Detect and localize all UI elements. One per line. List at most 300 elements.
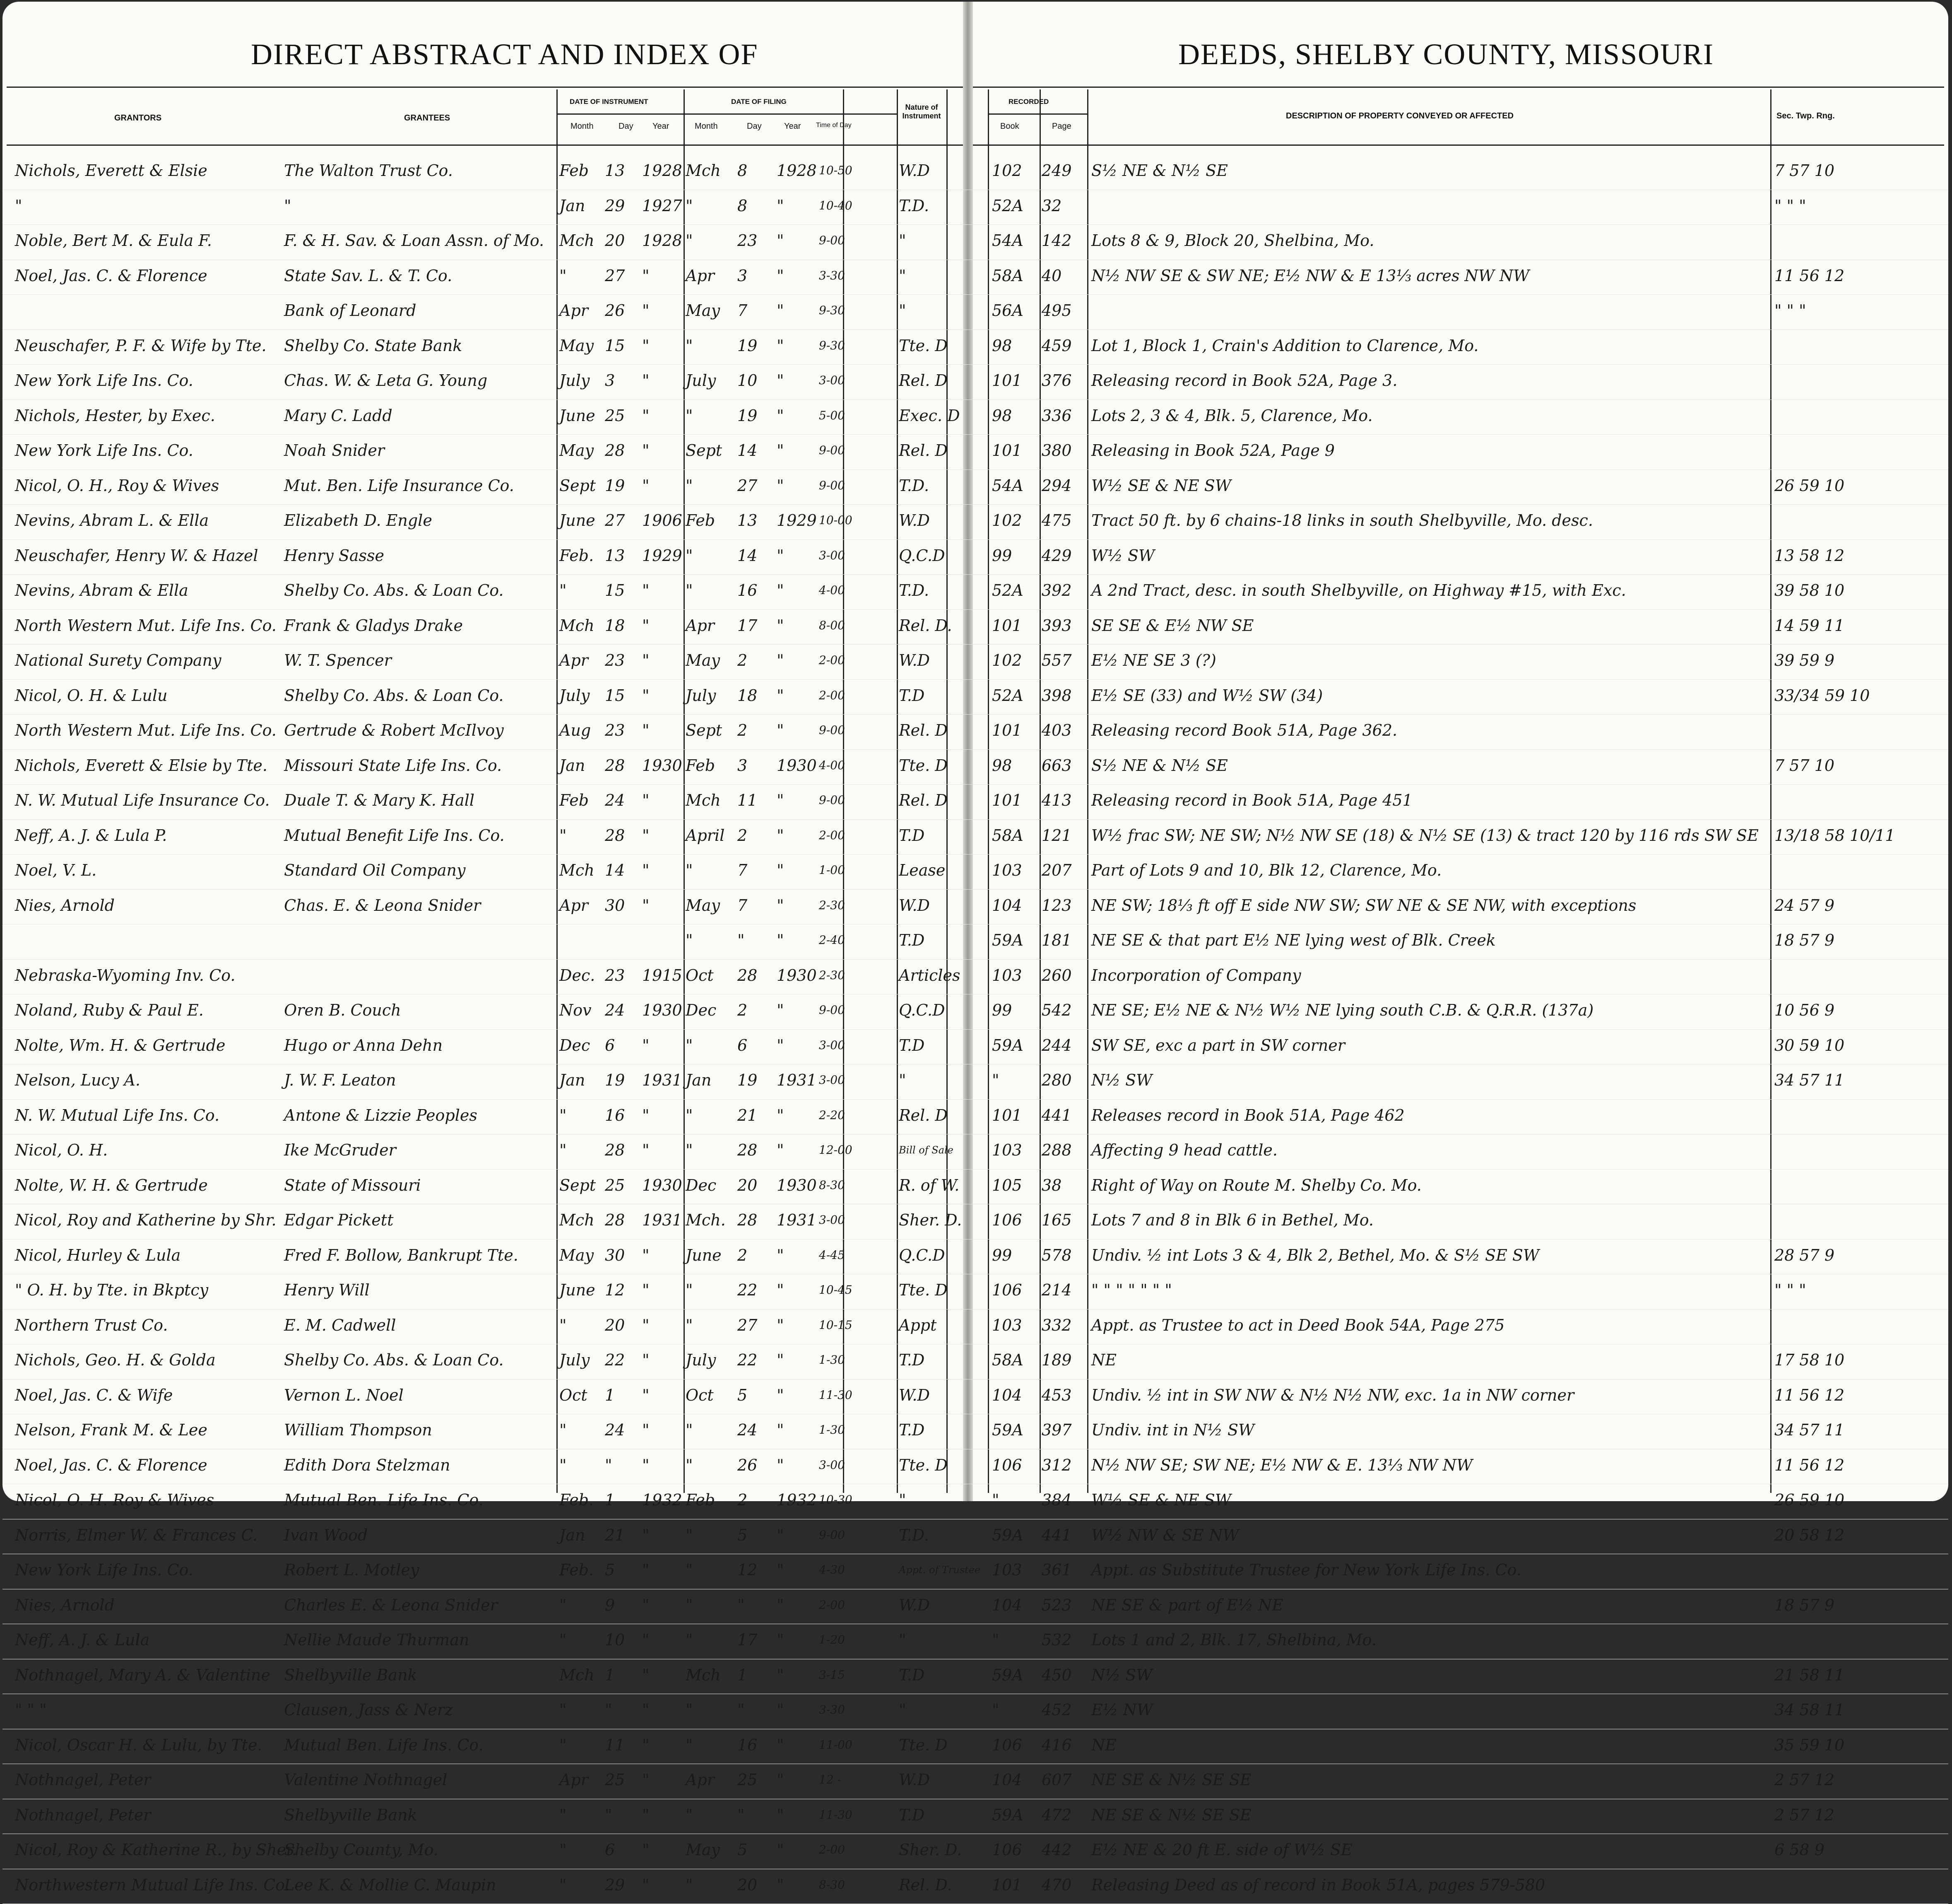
- grantee-cell: Chas. E. & Leona Snider: [284, 893, 555, 918]
- fil-month-cell: May: [686, 893, 735, 918]
- nature-cell: T.D.: [899, 1523, 946, 1548]
- table-row: [2, 155, 1948, 190]
- nature-cell: Sher. D.: [899, 1837, 946, 1862]
- page-cell: 336: [1042, 403, 1086, 428]
- inst-day-cell: 28: [605, 1208, 642, 1232]
- grantee-cell: Clausen, Jass & Nerz: [284, 1697, 555, 1722]
- time-cell: 8-00: [819, 613, 842, 638]
- fil-month-cell: Dec: [686, 1173, 735, 1198]
- fil-month-cell: ": [686, 473, 735, 498]
- page-cell: 542: [1042, 998, 1086, 1023]
- inst-year-cell: ": [642, 1033, 684, 1058]
- time-cell: 4-00: [819, 578, 842, 603]
- inst-day-cell: 23: [605, 648, 642, 673]
- description-cell: Right of Way on Route M. Shelby Co. Mo.: [1091, 1173, 1768, 1198]
- description-cell: W½ frac SW; NE SW; N½ NW SE (18) & N½ SE (13) & tract 120 by 116 rds SW SE: [1091, 823, 1768, 848]
- time-cell: 10-50: [819, 158, 842, 183]
- fil-day-cell: 22: [737, 1348, 777, 1372]
- time-cell: 9-00: [819, 788, 842, 813]
- inst-day-cell: 9: [605, 1593, 642, 1618]
- time-cell: 9-30: [819, 333, 842, 358]
- inst-day-cell: 10: [605, 1627, 642, 1652]
- description-cell: W½ SE & NE SW: [1091, 473, 1768, 498]
- grantor-cell: National Surety Company: [15, 648, 280, 673]
- fil-month-cell: ": [686, 858, 735, 883]
- book-cell: 59A: [992, 928, 1038, 953]
- page-cell: 376: [1042, 368, 1086, 393]
- time-cell: 3-00: [819, 1033, 842, 1058]
- inst-year-cell: ": [642, 1453, 684, 1478]
- sec-twp-rng-cell: 18 57 9: [1774, 1593, 1944, 1618]
- fil-day-cell: 17: [737, 613, 777, 638]
- page-cell: 472: [1042, 1803, 1086, 1827]
- inst-month-cell: Apr: [559, 1767, 603, 1792]
- fil-month-cell: Apr: [686, 613, 735, 638]
- table-row: [2, 505, 1948, 540]
- fil-day-cell: 14: [737, 543, 777, 568]
- grantee-cell: Standard Oil Company: [284, 858, 555, 883]
- table-row: [2, 1484, 1948, 1519]
- fil-year-cell: ": [777, 683, 818, 708]
- page-cell: 398: [1042, 683, 1086, 708]
- book-cell: 54A: [992, 228, 1038, 253]
- inst-year-cell: 1928: [642, 158, 684, 183]
- inst-year-cell: ": [642, 613, 684, 638]
- grantee-cell: W. T. Spencer: [284, 648, 555, 673]
- fil-day-cell: ": [737, 1593, 777, 1618]
- inst-month-cell: ": [559, 578, 603, 603]
- sec-twp-rng-cell: 34 57 11: [1774, 1418, 1944, 1442]
- inst-day-cell: 18: [605, 613, 642, 638]
- nature-cell: Bill of Sale: [899, 1138, 946, 1163]
- sec-twp-rng-cell: 21 58 11: [1774, 1663, 1944, 1687]
- inst-year-cell: ": [642, 1697, 684, 1722]
- fil-year-cell: ": [777, 1803, 818, 1827]
- inst-day-cell: 23: [605, 963, 642, 988]
- page-cell: 260: [1042, 963, 1086, 988]
- fil-month-cell: ": [686, 1138, 735, 1163]
- nature-cell: Appt: [899, 1313, 946, 1338]
- inst-month-cell: Aug: [559, 718, 603, 743]
- fil-month-cell: Feb: [686, 1488, 735, 1512]
- inst-day-header: Day: [619, 122, 633, 131]
- fil-day-cell: 2: [737, 823, 777, 848]
- book-cell: 106: [992, 1733, 1038, 1757]
- fil-day-cell: 17: [737, 1627, 777, 1652]
- inst-year-cell: ": [642, 1103, 684, 1128]
- nature-cell: ": [899, 1697, 946, 1722]
- table-row: [2, 435, 1948, 470]
- nature-cell: T.D: [899, 683, 946, 708]
- time-cell: 9-00: [819, 438, 842, 463]
- inst-month-cell: Mch: [559, 858, 603, 883]
- fil-month-cell: May: [686, 298, 735, 323]
- description-cell: W½ SE & NE SW: [1091, 1488, 1768, 1512]
- sec-twp-rng-cell: 26 59 10: [1774, 1488, 1944, 1512]
- nature-cell: Appt. of Trustee: [899, 1557, 946, 1582]
- grantee-cell: Ike McGruder: [284, 1138, 555, 1163]
- fil-year-cell: ": [777, 1103, 818, 1128]
- page-cell: 523: [1042, 1593, 1086, 1618]
- description-cell: Undiv. ½ int Lots 3 & 4, Blk 2, Bethel, Mo. & S½ SE SW: [1091, 1243, 1768, 1268]
- time-cell: 1-30: [819, 1348, 842, 1372]
- inst-year-cell: ": [642, 1803, 684, 1827]
- fil-month-cell: ": [686, 1627, 735, 1652]
- grantor-cell: ": [15, 193, 280, 218]
- inst-month-cell: Mch: [559, 228, 603, 253]
- description-cell: Tract 50 ft. by 6 chains-18 links in south Shelbyville, Mo. desc.: [1091, 508, 1768, 533]
- page-cell: 429: [1042, 543, 1086, 568]
- grantor-cell: Northern Trust Co.: [15, 1313, 280, 1338]
- description-cell: E½ NE SE 3 (?): [1091, 648, 1768, 673]
- grantor-cell: Nicol, Oscar H. & Lulu, by Tte.: [15, 1733, 280, 1757]
- inst-year-cell: ": [642, 648, 684, 673]
- nature-cell: Rel. D.: [899, 1873, 946, 1897]
- fil-day-cell: 13: [737, 508, 777, 533]
- nature-cell: ": [899, 1488, 946, 1512]
- table-row: [2, 1659, 1948, 1695]
- fil-month-cell: ": [686, 1733, 735, 1757]
- description-cell: Part of Lots 9 and 10, Blk 12, Clarence, Mo.: [1091, 858, 1768, 883]
- nature-cell: T.D: [899, 1663, 946, 1687]
- inst-month-cell: Jan: [559, 1523, 603, 1548]
- nature-cell: ": [899, 228, 946, 253]
- fil-day-cell: 8: [737, 158, 777, 183]
- nature-cell: T.D: [899, 928, 946, 953]
- fil-day-cell: 2: [737, 1488, 777, 1512]
- inst-month-cell: July: [559, 683, 603, 708]
- inst-month-cell: Jan: [559, 193, 603, 218]
- sec-twp-rng-cell: 20 58 12: [1774, 1523, 1944, 1548]
- page-cell: 312: [1042, 1453, 1086, 1478]
- fil-year-cell: ": [777, 298, 818, 323]
- inst-day-cell: 24: [605, 1418, 642, 1442]
- time-of-day-header: Time of Day: [816, 122, 852, 129]
- description-cell: SE SE & E½ NW SE: [1091, 613, 1768, 638]
- inst-month-cell: ": [559, 1103, 603, 1128]
- grantor-cell: Nies, Arnold: [15, 1593, 280, 1618]
- table-row: [2, 1694, 1948, 1729]
- grantee-cell: Henry Will: [284, 1278, 555, 1302]
- description-cell: Lots 2, 3 & 4, Blk. 5, Clarence, Mo.: [1091, 403, 1768, 428]
- page-cell: 207: [1042, 858, 1086, 883]
- inst-year-cell: ": [642, 1593, 684, 1618]
- fil-day-cell: 19: [737, 403, 777, 428]
- description-cell: NE SW; 18⅓ ft off E side NW SW; SW NE & SE NW, with exceptions: [1091, 893, 1768, 918]
- inst-day-cell: 25: [605, 1173, 642, 1198]
- sec-twp-rng-cell: 7 57 10: [1774, 753, 1944, 778]
- inst-month-cell: Feb.: [559, 1557, 603, 1582]
- inst-month-cell: ": [559, 1453, 603, 1478]
- fil-day-cell: 23: [737, 228, 777, 253]
- time-cell: 3-00: [819, 1068, 842, 1093]
- fil-year-cell: ": [777, 1873, 818, 1897]
- fil-month-cell: Sept: [686, 438, 735, 463]
- inst-month-cell: Mch: [559, 1663, 603, 1687]
- inst-month-cell: Feb: [559, 158, 603, 183]
- inst-day-cell: 11: [605, 1733, 642, 1757]
- book-cell: ": [992, 1627, 1038, 1652]
- fil-month-cell: Mch.: [686, 1208, 735, 1232]
- table-row: [2, 855, 1948, 890]
- fil-year-cell: 1930: [777, 1173, 818, 1198]
- nature-cell: T.D: [899, 1418, 946, 1442]
- book-cell: 103: [992, 858, 1038, 883]
- fil-year-cell: ": [777, 1278, 818, 1302]
- page-cell: 607: [1042, 1767, 1086, 1792]
- nature-cell: W.D: [899, 1593, 946, 1618]
- inst-year-cell: ": [642, 1418, 684, 1442]
- time-cell: 3-00: [819, 543, 842, 568]
- description-cell: Undiv. ½ int in SW NW & N½ N½ NW, exc. 1a in NW corner: [1091, 1383, 1768, 1408]
- grantee-cell: F. & H. Sav. & Loan Assn. of Mo.: [284, 228, 555, 253]
- fil-day-cell: 28: [737, 1138, 777, 1163]
- grantor-cell: Nothnagel, Mary A. & Valentine: [15, 1663, 280, 1687]
- inst-day-cell: 19: [605, 473, 642, 498]
- grantee-cell: Robert L. Motley: [284, 1557, 555, 1582]
- sec-twp-rng-cell: 28 57 9: [1774, 1243, 1944, 1268]
- inst-month-cell: ": [559, 1697, 603, 1722]
- book-cell: 106: [992, 1278, 1038, 1302]
- inst-day-cell: 15: [605, 683, 642, 708]
- page-cell: 181: [1042, 928, 1086, 953]
- sec-twp-rng-cell: 2 57 12: [1774, 1767, 1944, 1792]
- grantor-cell: Noel, Jas. C. & Florence: [15, 263, 280, 288]
- page-cell: 403: [1042, 718, 1086, 743]
- description-cell: Affecting 9 head cattle.: [1091, 1138, 1768, 1163]
- inst-month-cell: ": [559, 1313, 603, 1338]
- grantee-cell: State Sav. L. & T. Co.: [284, 263, 555, 288]
- sec-twp-rng-cell: 13 58 12: [1774, 543, 1944, 568]
- page-cell: 380: [1042, 438, 1086, 463]
- sec-twp-rng-cell: 2 57 12: [1774, 1803, 1944, 1827]
- inst-month-cell: May: [559, 1243, 603, 1268]
- inst-month-cell: ": [559, 263, 603, 288]
- book-cell: 99: [992, 998, 1038, 1023]
- fil-day-header: Day: [747, 122, 762, 131]
- nature-cell: Lease: [899, 858, 946, 883]
- inst-year-cell: ": [642, 1523, 684, 1548]
- grantor-cell: Nichols, Hester, by Exec.: [15, 403, 280, 428]
- grantee-cell: ": [284, 193, 555, 218]
- fil-year-cell: ": [777, 1697, 818, 1722]
- time-cell: 3-30: [819, 263, 842, 288]
- grantee-cell: Missouri State Life Ins. Co.: [284, 753, 555, 778]
- page-cell: 495: [1042, 298, 1086, 323]
- description-cell: N½ SW: [1091, 1068, 1768, 1093]
- inst-day-cell: 6: [605, 1837, 642, 1862]
- fil-year-header: Year: [784, 122, 801, 131]
- fil-month-cell: Feb: [686, 508, 735, 533]
- page-header: Page: [1052, 122, 1071, 131]
- fil-day-cell: 24: [737, 1418, 777, 1442]
- fil-year-cell: ": [777, 613, 818, 638]
- fil-year-cell: ": [777, 1383, 818, 1408]
- sec-twp-rng-cell: 34 57 11: [1774, 1068, 1944, 1093]
- grantor-cell: Nolte, Wm. H. & Gertrude: [15, 1033, 280, 1058]
- grantor-cell: Neuschafer, Henry W. & Hazel: [15, 543, 280, 568]
- inst-year-cell: 1931: [642, 1068, 684, 1093]
- fil-year-cell: ": [777, 578, 818, 603]
- fil-month-cell: ": [686, 1418, 735, 1442]
- inst-year-cell: ": [642, 788, 684, 813]
- grantor-cell: " " ": [15, 1697, 280, 1722]
- grantee-cell: J. W. F. Leaton: [284, 1068, 555, 1093]
- grantor-cell: Noland, Ruby & Paul E.: [15, 998, 280, 1023]
- grantee-cell: Charles E. & Leona Snider: [284, 1593, 555, 1618]
- grantee-cell: Shelby Co. Abs. & Loan Co.: [284, 1348, 555, 1372]
- inst-month-cell: Mch: [559, 613, 603, 638]
- inst-day-cell: 29: [605, 1873, 642, 1897]
- inst-year-cell: 1930: [642, 998, 684, 1023]
- description-cell: Lots 7 and 8 in Blk 6 in Bethel, Mo.: [1091, 1208, 1768, 1232]
- sec-twp-rng-cell: 24 57 9: [1774, 893, 1944, 918]
- time-cell: 1-00: [819, 858, 842, 883]
- sec-twp-rng-cell: 35 59 10: [1774, 1733, 1944, 1757]
- book-cell: 52A: [992, 578, 1038, 603]
- table-row: [2, 190, 1948, 225]
- page-cell: 452: [1042, 1697, 1086, 1722]
- book-cell: 103: [992, 963, 1038, 988]
- table-row: [2, 1064, 1948, 1100]
- time-cell: 4-00: [819, 753, 842, 778]
- sec-twp-rng-cell: " " ": [1774, 1278, 1944, 1302]
- table-row: [2, 260, 1948, 295]
- grantee-cell: The Walton Trust Co.: [284, 158, 555, 183]
- description-cell: Lots 1 and 2, Blk. 17, Shelbina, Mo.: [1091, 1627, 1768, 1652]
- grantor-cell: Noel, Jas. C. & Wife: [15, 1383, 280, 1408]
- grantor-cell: Nichols, Everett & Elsie by Tte.: [15, 753, 280, 778]
- description-cell: Releases record in Book 51A, Page 462: [1091, 1103, 1768, 1128]
- page-cell: 280: [1042, 1068, 1086, 1093]
- nature-cell: Tte. D: [899, 1733, 946, 1757]
- description-cell: Releasing record in Book 52A, Page 3.: [1091, 368, 1768, 393]
- nature-cell: ": [899, 1627, 946, 1652]
- inst-month-cell: July: [559, 1348, 603, 1372]
- grantor-cell: Nicol, Roy & Katherine R., by Sher.: [15, 1837, 280, 1862]
- nature-cell: ": [899, 263, 946, 288]
- nature-cell: W.D: [899, 893, 946, 918]
- fil-month-cell: ": [686, 1803, 735, 1827]
- fil-month-cell: ": [686, 1103, 735, 1128]
- fil-day-cell: 5: [737, 1837, 777, 1862]
- inst-year-cell: ": [642, 1278, 684, 1302]
- table-row: [2, 1030, 1948, 1065]
- fil-year-cell: ": [777, 1523, 818, 1548]
- inst-month-cell: Apr: [559, 893, 603, 918]
- inst-month-cell: ": [559, 1873, 603, 1897]
- description-cell: NE SE & that part E½ NE lying west of Blk. Creek: [1091, 928, 1768, 953]
- fil-month-cell: ": [686, 1697, 735, 1722]
- page-cell: 384: [1042, 1488, 1086, 1512]
- nature-cell: Rel. D: [899, 788, 946, 813]
- fil-month-cell: ": [686, 1593, 735, 1618]
- inst-day-cell: 27: [605, 508, 642, 533]
- grantor-cell: Nicol, O. H. & Lulu: [15, 683, 280, 708]
- description-cell: A 2nd Tract, desc. in south Shelbyville, on Highway #15, with Exc.: [1091, 578, 1768, 603]
- table-row: [2, 1729, 1948, 1764]
- inst-month-cell: June: [559, 508, 603, 533]
- book-cell: 101: [992, 613, 1038, 638]
- description-cell: Appt. as Trustee to act in Deed Book 54A, Page 275: [1091, 1313, 1768, 1338]
- fil-year-cell: ": [777, 543, 818, 568]
- book-cell: 106: [992, 1837, 1038, 1862]
- book-cell: 104: [992, 1767, 1038, 1792]
- grantee-cell: Chas. W. & Leta G. Young: [284, 368, 555, 393]
- nature-cell: Rel. D.: [899, 613, 946, 638]
- table-row: [2, 680, 1948, 715]
- table-row: [2, 645, 1948, 680]
- inst-day-cell: 12: [605, 1278, 642, 1302]
- fil-year-cell: ": [777, 263, 818, 288]
- sec-twp-rng-cell: 11 56 12: [1774, 1453, 1944, 1478]
- inst-day-cell: ": [605, 1803, 642, 1827]
- fil-month-cell: ": [686, 1313, 735, 1338]
- inst-month-cell: Jan: [559, 1068, 603, 1093]
- inst-month-cell: ": [559, 1593, 603, 1618]
- fil-month-cell: Apr: [686, 1767, 735, 1792]
- fil-month-cell: May: [686, 1837, 735, 1862]
- grantee-cell: Bank of Leonard: [284, 298, 555, 323]
- nature-cell: T.D: [899, 823, 946, 848]
- right-page-title: DEEDS, SHELBY COUNTY, MISSOURI: [1178, 37, 1714, 72]
- book-cell: 98: [992, 333, 1038, 358]
- inst-year-cell: 1932: [642, 1488, 684, 1512]
- inst-month-cell: ": [559, 1803, 603, 1827]
- sec-twp-rng-cell: 11 56 12: [1774, 263, 1944, 288]
- fil-day-cell: ": [737, 928, 777, 953]
- inst-month-cell: ": [559, 1733, 603, 1757]
- inst-day-cell: 19: [605, 1068, 642, 1093]
- description-cell: S½ NE & N½ SE: [1091, 753, 1768, 778]
- page-cell: 32: [1042, 193, 1086, 218]
- grantor-cell: Nichols, Everett & Elsie: [15, 158, 280, 183]
- table-row: [2, 1834, 1948, 1869]
- inst-year-header: Year: [652, 122, 669, 131]
- inst-month-cell: Sept: [559, 1173, 603, 1198]
- table-row: [2, 1379, 1948, 1415]
- book-cell: 102: [992, 508, 1038, 533]
- description-cell: SW SE, exc a part in SW corner: [1091, 1033, 1768, 1058]
- fil-year-cell: ": [777, 228, 818, 253]
- inst-year-cell: 1929: [642, 543, 684, 568]
- book-cell: ": [992, 1068, 1038, 1093]
- fil-day-cell: 19: [737, 1068, 777, 1093]
- grantor-cell: New York Life Ins. Co.: [15, 1557, 280, 1582]
- grantor-cell: Noel, Jas. C. & Florence: [15, 1453, 280, 1478]
- time-cell: 2-30: [819, 963, 842, 988]
- book-cell: 58A: [992, 263, 1038, 288]
- inst-day-cell: 6: [605, 1033, 642, 1058]
- time-cell: 9-00: [819, 998, 842, 1023]
- header-bottom-rule: [7, 144, 1944, 146]
- table-row: [2, 610, 1948, 645]
- inst-year-cell: ": [642, 1313, 684, 1338]
- time-cell: 3-30: [819, 1697, 842, 1722]
- inst-day-cell: 28: [605, 438, 642, 463]
- fil-month-cell: ": [686, 333, 735, 358]
- inst-month-cell: Dec.: [559, 963, 603, 988]
- inst-day-cell: 28: [605, 753, 642, 778]
- date-subheader-rule: [557, 113, 897, 115]
- table-row: [2, 1100, 1948, 1135]
- nature-cell: W.D: [899, 158, 946, 183]
- table-row: [2, 470, 1948, 505]
- sec-twp-rng-cell: 18 57 9: [1774, 928, 1944, 953]
- fil-month-cell: ": [686, 1523, 735, 1548]
- fil-day-cell: 19: [737, 333, 777, 358]
- ledger-entries: [2, 155, 1948, 1904]
